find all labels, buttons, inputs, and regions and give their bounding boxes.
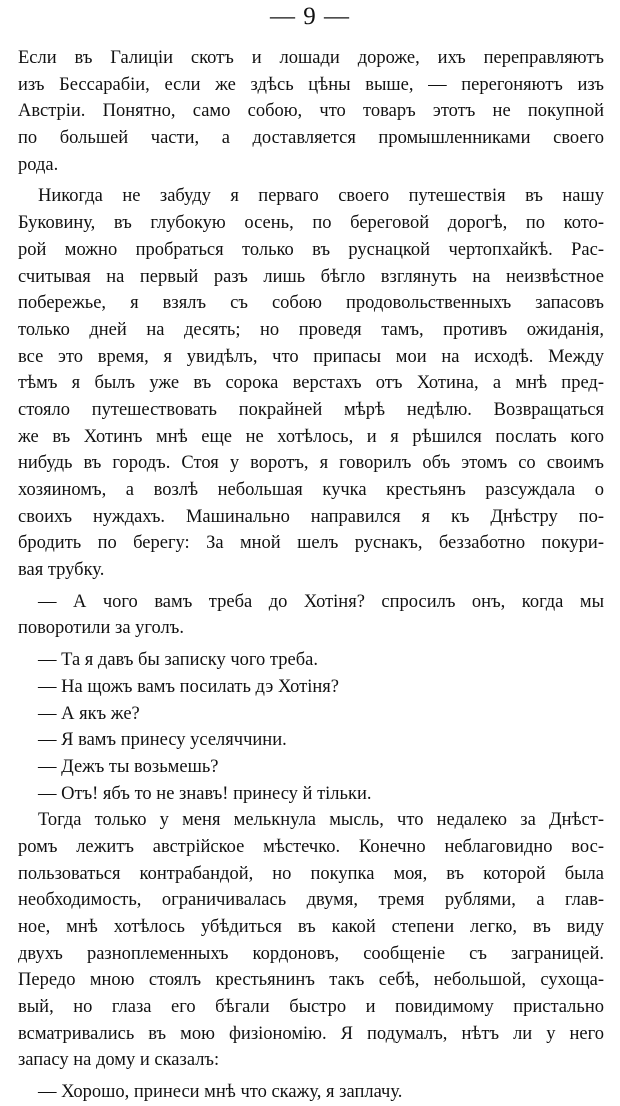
text-line: хозяиномъ, а возлѣ небольшая кучка крестьянъ разсуждала о [18, 480, 604, 500]
text-line: рода. [18, 154, 59, 175]
text-line: по большей части, а доставляется промышленниками своего [18, 128, 604, 149]
text-line: Тогда только у меня мелькнула мысль, что недалеко за Днѣст- [38, 810, 604, 831]
text-line: — А чого вамъ треба до Хотіня? спросилъ онъ, когда мы [38, 591, 604, 612]
body-text [18, 45, 604, 1106]
text-line: своихъ нуждахъ. Машинально направился я къ Днѣстру по- [18, 506, 604, 527]
text-line: двухъ разноплеменныхъ кордоновъ, сообщеніе съ заграницей. [18, 943, 604, 964]
text-line: вая трубку. [18, 560, 105, 581]
text-line: Если въ Галиціи скотъ и лошади дороже, ихъ переправляютъ [18, 48, 604, 68]
text-line: нибудь въ городъ. Стоя у воротъ, я говорилъ объ этомъ со своимъ [18, 453, 604, 474]
text-line: — Отъ! ябъ то не знавъ! принесу й тільки. [38, 783, 372, 804]
text-line: — Дежъ ты возьмешь? [38, 756, 219, 777]
text-line: — Я вамъ принесу уселяччини. [38, 730, 287, 751]
text-line: — На щожъ вамъ посилать дэ Хотіня? [38, 676, 340, 697]
text-line: бродить по берегу: За мной шелъ руснакъ, беззаботно покури- [18, 533, 604, 554]
text-line: Никогда не забуду я перваго своего путешествія въ нашу [38, 186, 604, 207]
page-number: — 9 — [270, 3, 350, 30]
text-line: ромъ лежитъ австрійское мѣстечко. Конечно неблаговидно вос- [18, 836, 604, 857]
text-line: стояло путешествовать покрайней мѣрѣ недѣлю. Возвращаться [18, 399, 604, 420]
text-line: Буковину, въ глубокую осень, по береговой дорогѣ, по кото- [18, 213, 604, 234]
text-line: Передо мною стоялъ крестьянинъ такъ себѣ, небольшой, сухоща- [18, 970, 604, 991]
text-line: необходимость, ограничивалась двумя, тремя рублями, а глав- [18, 890, 604, 911]
text-line: пользоваться контрабандой, но покупка моя, въ которой была [18, 863, 604, 884]
text-line: рой можно пробраться только въ руснацкой чертопхайкѣ. Рас- [18, 239, 604, 260]
text-line: все это время, я увидѣлъ, что припасы мои на исходѣ. Между [18, 346, 604, 367]
text-line: — А якъ же? [38, 703, 140, 724]
text-line: только дней на десять; но проведя тамъ, противъ ожиданія, [18, 319, 604, 340]
text-line: считывая на первый разъ лишь бѣгло взглянуть на неизвѣстное [18, 266, 604, 287]
text-line: — Хорошо, принеси мнѣ что скажу, я заплачу. [38, 1082, 403, 1103]
text-line: запасу на дому и сказалъ: [18, 1050, 220, 1071]
text-line: тѣмъ я былъ уже въ сорока верстахъ отъ Хотина, а мнѣ пред- [18, 373, 604, 394]
text-line: ное, мнѣ хотѣлось убѣдиться въ какой степени легко, въ виду [18, 917, 604, 937]
text-line: поворотили за уголъ. [18, 618, 184, 639]
text-line: Австріи. Понятно, само собою, что товаръ этотъ не покупной [18, 101, 604, 122]
text-line: побережье, я взялъ съ собою продовольственныхъ запасовъ [18, 293, 604, 314]
text-line: — Та я давъ бы записку чого треба. [38, 650, 318, 671]
text-line: вый, но глаза его бѣгали быстро и повидимому пристально [18, 997, 604, 1018]
text-line: изъ Бессарабіи, если же здѣсь цѣны выше, — перегоняютъ изъ [18, 74, 604, 95]
text-line: всматривались въ мою физіономію. Я подумалъ, нѣтъ ли у него [18, 1023, 604, 1044]
text-line: же въ Хотинъ мнѣ еще не хотѣлось, и я рѣшился послать кого [18, 426, 604, 447]
